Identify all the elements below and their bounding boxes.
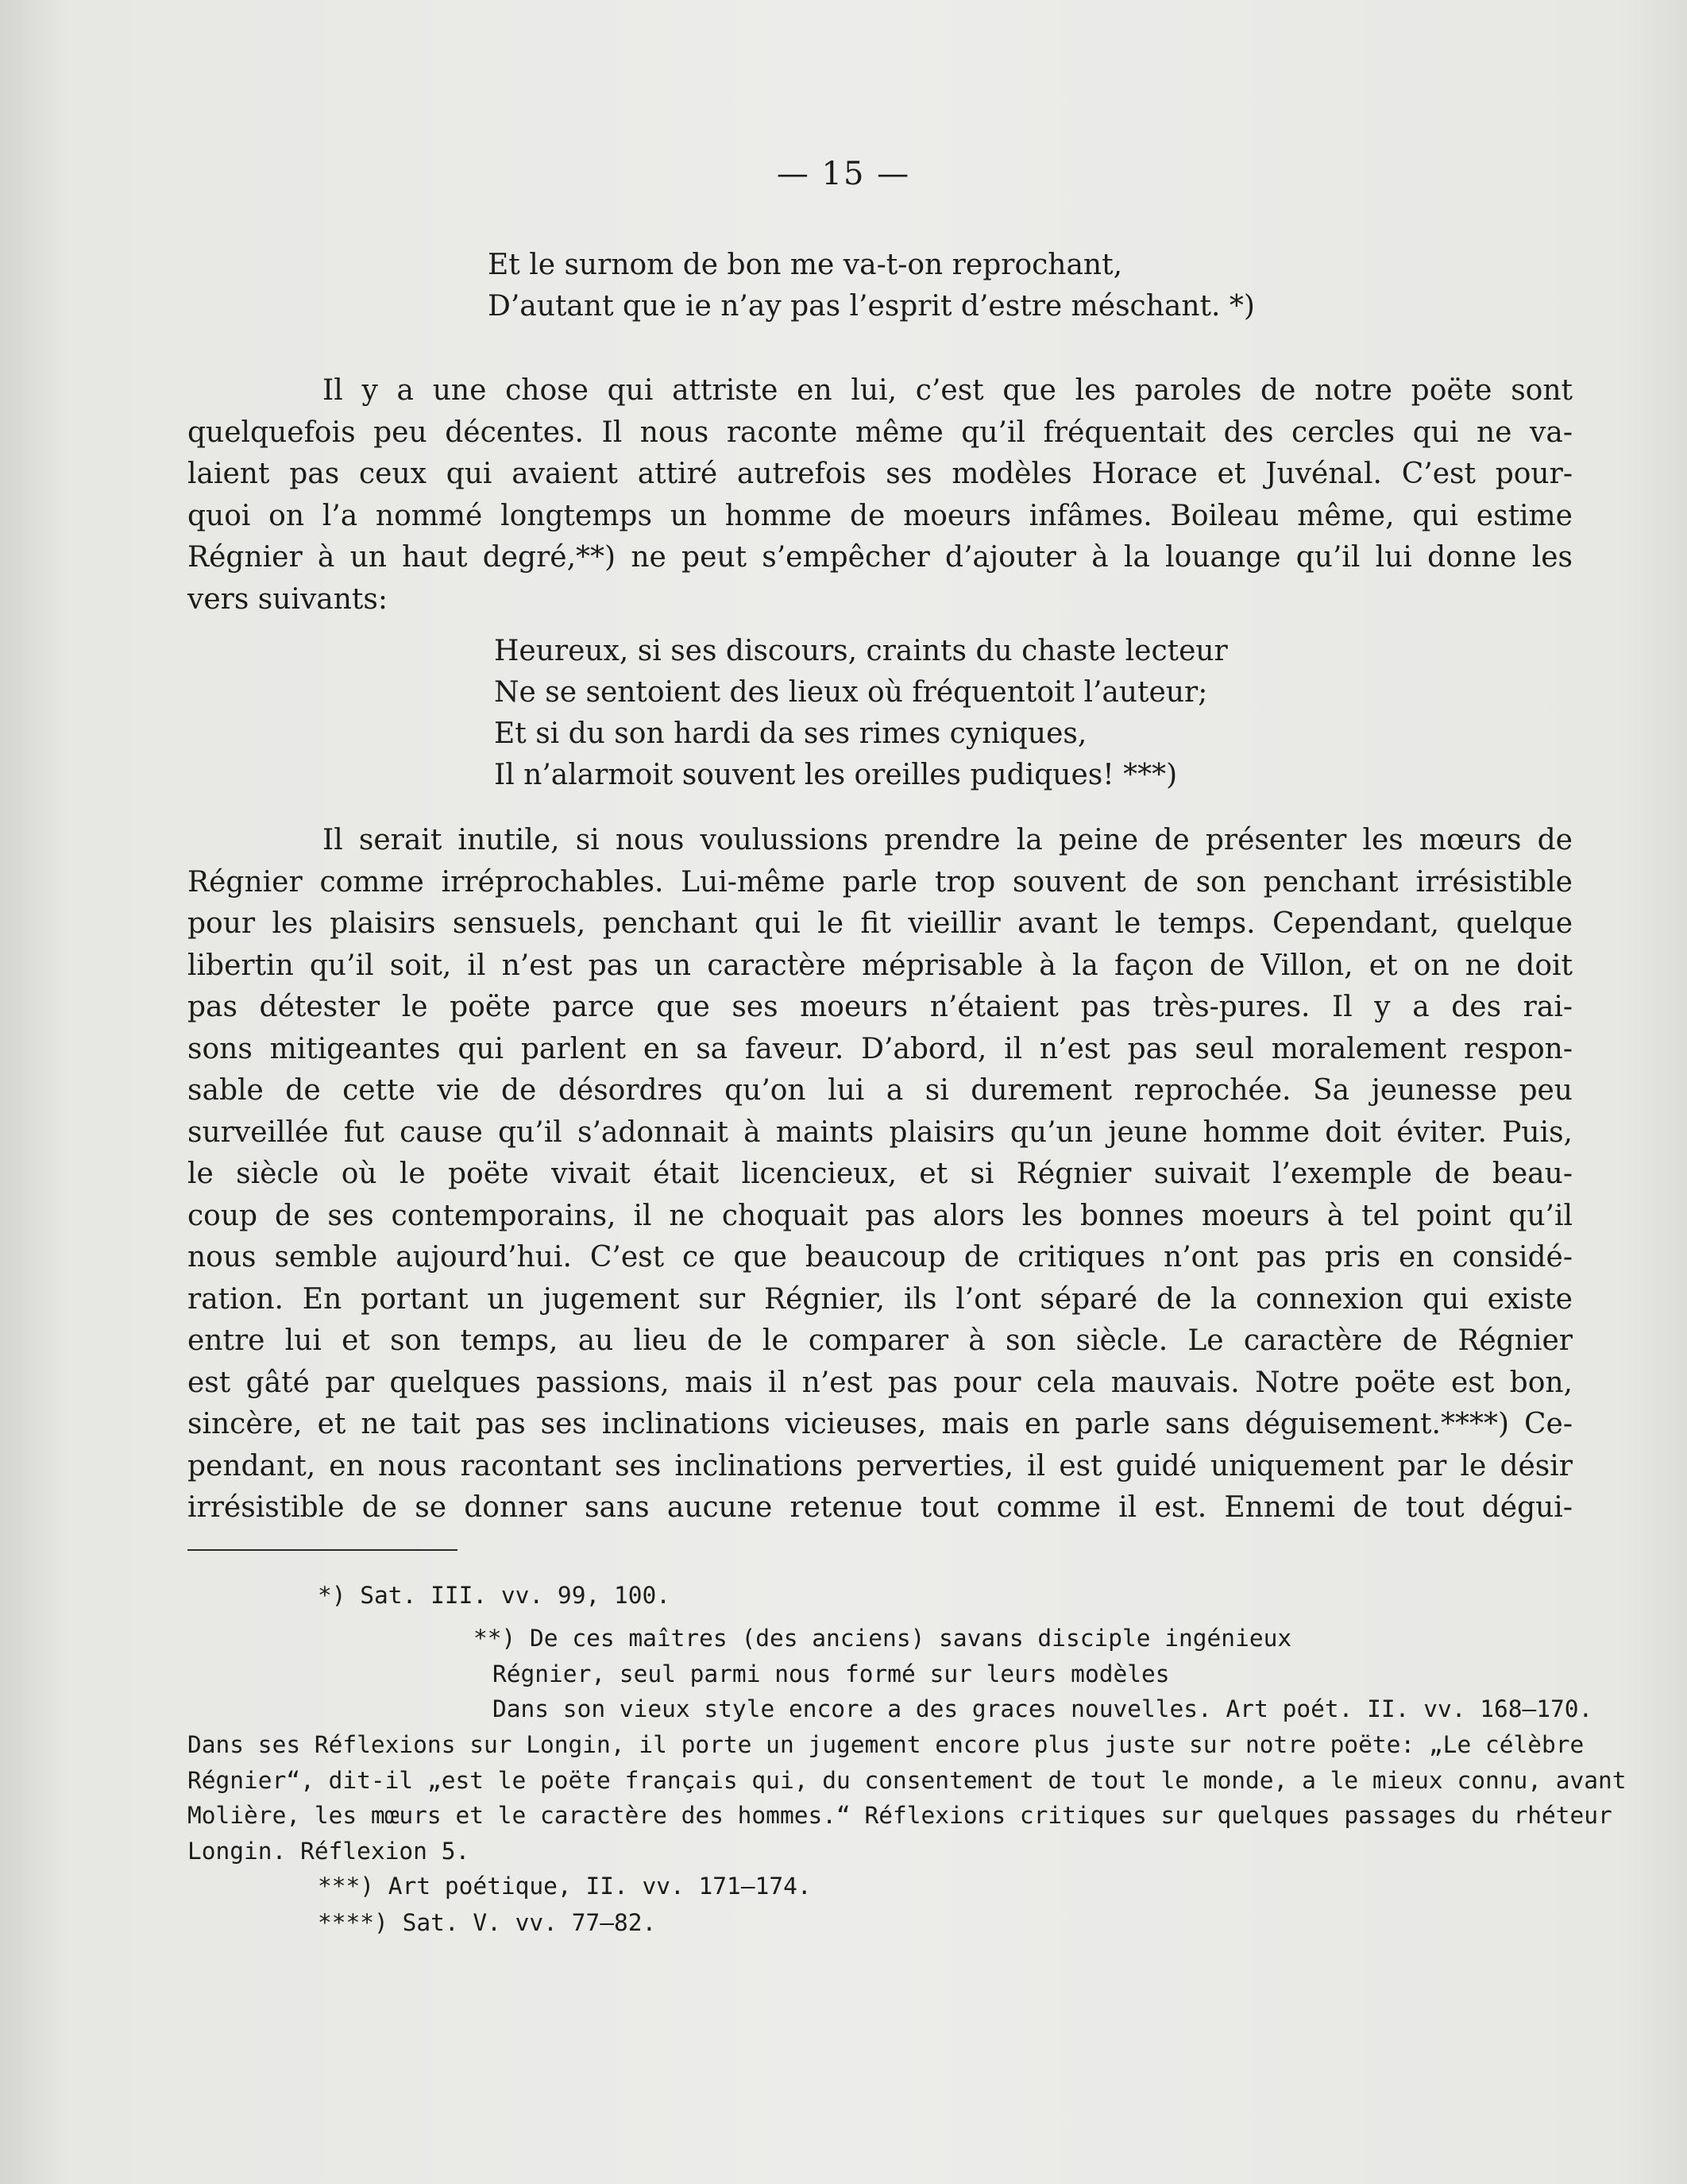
verse-quote-1: [488, 245, 1255, 327]
footnote-line: Dans ses Réflexions sur Longin, il porte un jugement encore plus juste sur notre poëte: „Le célèbre: [187, 1731, 1585, 1758]
footnote-2-verse: [456, 1621, 1592, 1727]
footnote-line: Régnier, seul parmi nous formé sur leurs modèles: [492, 1660, 1170, 1687]
text-line: laient pas ceux qui avaient attiré autrefois ses modèles Horace et Juvénal. C’est pour-: [187, 458, 1573, 490]
text-line: sable de cette vie de désordres qu’on lui a si durement reprochée. Sa jeunesse peu: [187, 1074, 1573, 1107]
verse-line: Il n’alarmoit souvent les oreilles pudiques! ***): [494, 759, 1178, 791]
paragraph-2: [187, 820, 1573, 1529]
footnote-line: **) De ces maîtres (des anciens) savans disciple ingénieux: [473, 1625, 1292, 1652]
footnote-4: ****) Sat. V. vv. 77—82.: [318, 1909, 657, 1936]
text-line: pendant, en nous racontant ses inclinations perverties, il est guidé uniquement par le désir: [187, 1449, 1573, 1482]
footnote-line: Dans son vieux style encore a des graces nouvelles. Art poét. II. vv. 168—170.: [492, 1695, 1593, 1722]
footnote-line: Longin. Réflexion 5.: [187, 1837, 470, 1865]
verse-line: Heureux, si ses discours, craints du chaste lecteur: [494, 635, 1228, 667]
text-line: Régnier à un haut degré,**) ne peut s’empêcher d’ajouter à la louange qu’il lui donne les: [187, 541, 1573, 574]
text-line: Régnier comme irréprochables. Lui-même parle trop souvent de son penchant irrésistible: [187, 865, 1573, 899]
page-number: — 15 —: [776, 156, 911, 192]
verse-line: Et si du son hardi da ses rimes cyniques,: [494, 717, 1087, 750]
text-line: quoi on l’a nommé longtemps un homme de moeurs infâmes. Boileau même, qui estime: [187, 499, 1573, 532]
text-line: libertin qu’il soit, il n’est pas un caractère méprisable à la façon de Villon, et on ne doit: [187, 949, 1573, 982]
text-line: le siècle où le poëte vivait était licencieux, et si Régnier suivait l’exemple de beau-: [187, 1158, 1573, 1190]
verse-line: Et le surnom de bon me va-t-on reprochant,: [488, 249, 1123, 281]
text-line: irrésistible de se donner sans aucune retenue tout comme il est. Ennemi de tout dégui-: [187, 1491, 1573, 1524]
text-line: pour les plaisirs sensuels, penchant qui le fit vieillir avant le temps. Cependant, quelque: [187, 907, 1573, 940]
footnote-3: ***) Art poétique, II. vv. 171—174.: [318, 1873, 812, 1900]
text-line: sons mitigeantes qui parlent en sa faveur. D’abord, il n’est pas seul moralement respon-: [187, 1032, 1573, 1065]
text-line: est gâté par quelques passions, mais il n’est pas pour cela mauvais. Notre poëte est bon,: [187, 1366, 1573, 1399]
text-line: vers suivants:: [187, 582, 388, 616]
text-line: sincère, et ne tait pas ses inclinations vicieuses, mais en parle sans déguisement.****) Ce-: [187, 1408, 1573, 1440]
footnote-line: Régnier“, dit-il „est le poëte français qui, du consentement de tout le monde, a le mieux connu, avant: [187, 1766, 1627, 1794]
text-line: quelquefois peu décentes. Il nous raconte même qu’il fréquentait des cercles qui ne va-: [187, 416, 1573, 449]
verse-line: Ne se sentoient des lieux où fréquentoit l’auteur;: [494, 676, 1208, 709]
footnote-1: *) Sat. III. vv. 99, 100.: [318, 1582, 671, 1609]
text-line: ration. En portant un jugement sur Régnier, ils l’ont séparé de la connexion qui existe: [187, 1282, 1573, 1316]
text-line: Il serait inutile, si nous voulussions prendre la peine de présenter les mœurs de: [322, 824, 1573, 856]
footnote-line: Molière, les mœurs et le caractère des hommes.“ Réflexions critiques sur quelques passages du rhéteur: [187, 1802, 1612, 1829]
text-line: entre lui et son temps, au lieu de le comparer à son siècle. Le caractère de Régnier: [187, 1324, 1573, 1357]
footnote-rule: [187, 1549, 457, 1551]
text-line: Il y a une chose qui attriste en lui, c’est que les paroles de notre poëte sont: [322, 374, 1573, 407]
text-line: coup de ses contemporains, il ne choquait pas alors les bonnes moeurs à tel point qu’il: [187, 1199, 1573, 1232]
verse-line: D’autant que ie n’ay pas l’esprit d’estre méschant. *): [488, 290, 1255, 323]
footnote-2-continuation: [187, 1727, 1627, 1869]
text-line: nous semble aujourd’hui. C’est ce que beaucoup de critiques n’ont pas pris en considé-: [187, 1241, 1573, 1274]
paragraph-1: [187, 370, 1573, 620]
verse-quote-2: [494, 631, 1228, 796]
text-line: pas détester le poëte parce que ses moeurs n’étaient pas très-pures. Il y a des rai-: [187, 991, 1573, 1023]
text-line: surveillée fut cause qu’il s’adonnait à maints plaisirs qu’un jeune homme doit éviter. Puis,: [187, 1115, 1573, 1149]
